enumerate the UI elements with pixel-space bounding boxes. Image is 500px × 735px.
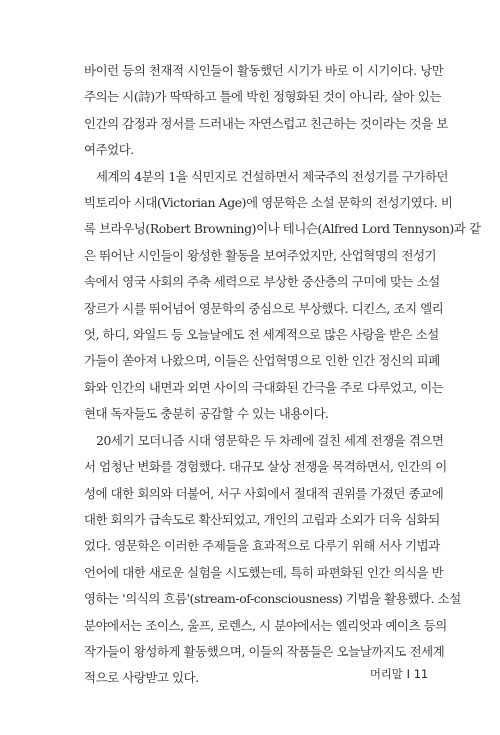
paragraph-romanticism xyxy=(84,58,448,164)
text-line: 속에서 영국 사회의 주축 세력으로 부상한 중산층의 구미에 맞는 소설 xyxy=(84,274,440,290)
text-line: 20세기 모더니즘 시대 영문학은 두 차례에 걸친 세계 전쟁을 겪으면 xyxy=(96,432,444,448)
text-line: 작가들이 왕성하게 활동했으며, 이들의 작품들은 오늘날까지도 전세계 xyxy=(84,643,445,659)
text-line: 서 엄청난 변화를 경험했다. 대규모 살상 전쟁을 목격하면서, 인간의 이 xyxy=(84,459,447,475)
text-line: 바이런 등의 천재적 시인들이 활동했던 시기가 바로 이 시기이다. 낭만 xyxy=(84,63,444,78)
text-line: 현대 독자들도 충분히 공감할 수 있는 내용이다. xyxy=(84,406,329,422)
text-line: 장르가 시를 뛰어넘어 영문학의 중심으로 부상했다. 디킨스, 조지 엘리 xyxy=(84,300,444,316)
text-line: 주의는 시(詩)가 딱딱하고 틀에 박힌 정형화된 것이 아니라, 살아 있는 xyxy=(84,89,442,105)
text-line: 록 브라우닝(Robert Browning)이나 테니슨(Alfred Lord Tennyson)과 같 xyxy=(84,221,481,237)
text-line: 었다. 영문학은 이러한 주제들을 효과적으로 다루기 위해 서사 기법과 xyxy=(84,538,440,554)
text-line: 분야에서는 조이스, 울프, 로렌스, 시 분야에서는 엘리엇과 예이츠 등의 xyxy=(84,617,447,633)
text-line: 엇, 하디, 와일드 등 오늘날에도 전 세계적으로 많은 사랑을 받은 소설 xyxy=(84,327,439,343)
text-line: 여주었다. xyxy=(84,142,134,158)
text-line: 빅토리아 시대(Victorian Age)에 영문학은 소설 문학의 전성기였다. 비 xyxy=(84,195,453,211)
page-body xyxy=(84,58,481,692)
text-line: 적으로 사랑받고 있다. xyxy=(84,670,199,686)
page-number: 11 xyxy=(413,667,428,681)
text-line: 가들이 쏟아져 나왔으며, 이들은 산업혁명으로 인한 인간 정신의 피폐 xyxy=(84,353,440,369)
text-line: 언어에 대한 새로운 실험을 시도했는데, 특히 파편화된 인간 의식을 반 xyxy=(84,564,444,580)
text-line: 대한 회의가 급속도로 확산되었고, 개인의 고립과 소외가 더욱 심화되 xyxy=(84,511,440,527)
text-line: 인간의 감정과 정서를 드러내는 자연스럽고 친근하는 것이라는 것을 보 xyxy=(84,115,448,131)
paragraph-victorian xyxy=(84,164,481,428)
page-footer xyxy=(370,666,428,682)
text-line: 영하는 '의식의 흐름'(stream-of-consciousness) 기법을 활용했다. 소설 xyxy=(84,591,461,607)
text-line: 은 뛰어난 시인들이 왕성한 활동을 보여주었지만, 산업혁명의 전성기 xyxy=(84,247,437,263)
paragraph-modernism xyxy=(84,428,461,692)
section-title: 머리말 xyxy=(369,667,403,681)
text-line: 성에 대한 회의와 더불어, 서구 사회에서 절대적 권위를 가졌던 종교에 xyxy=(84,485,444,501)
footer-separator: I xyxy=(406,667,410,681)
text-line: 세계의 4분의 1을 식민지로 건설하면서 제국주의 전성기를 구가하던 xyxy=(96,168,449,184)
text-line: 화와 인간의 내면과 외면 사이의 극대화된 간극을 주로 다루었고, 이는 xyxy=(84,379,444,395)
